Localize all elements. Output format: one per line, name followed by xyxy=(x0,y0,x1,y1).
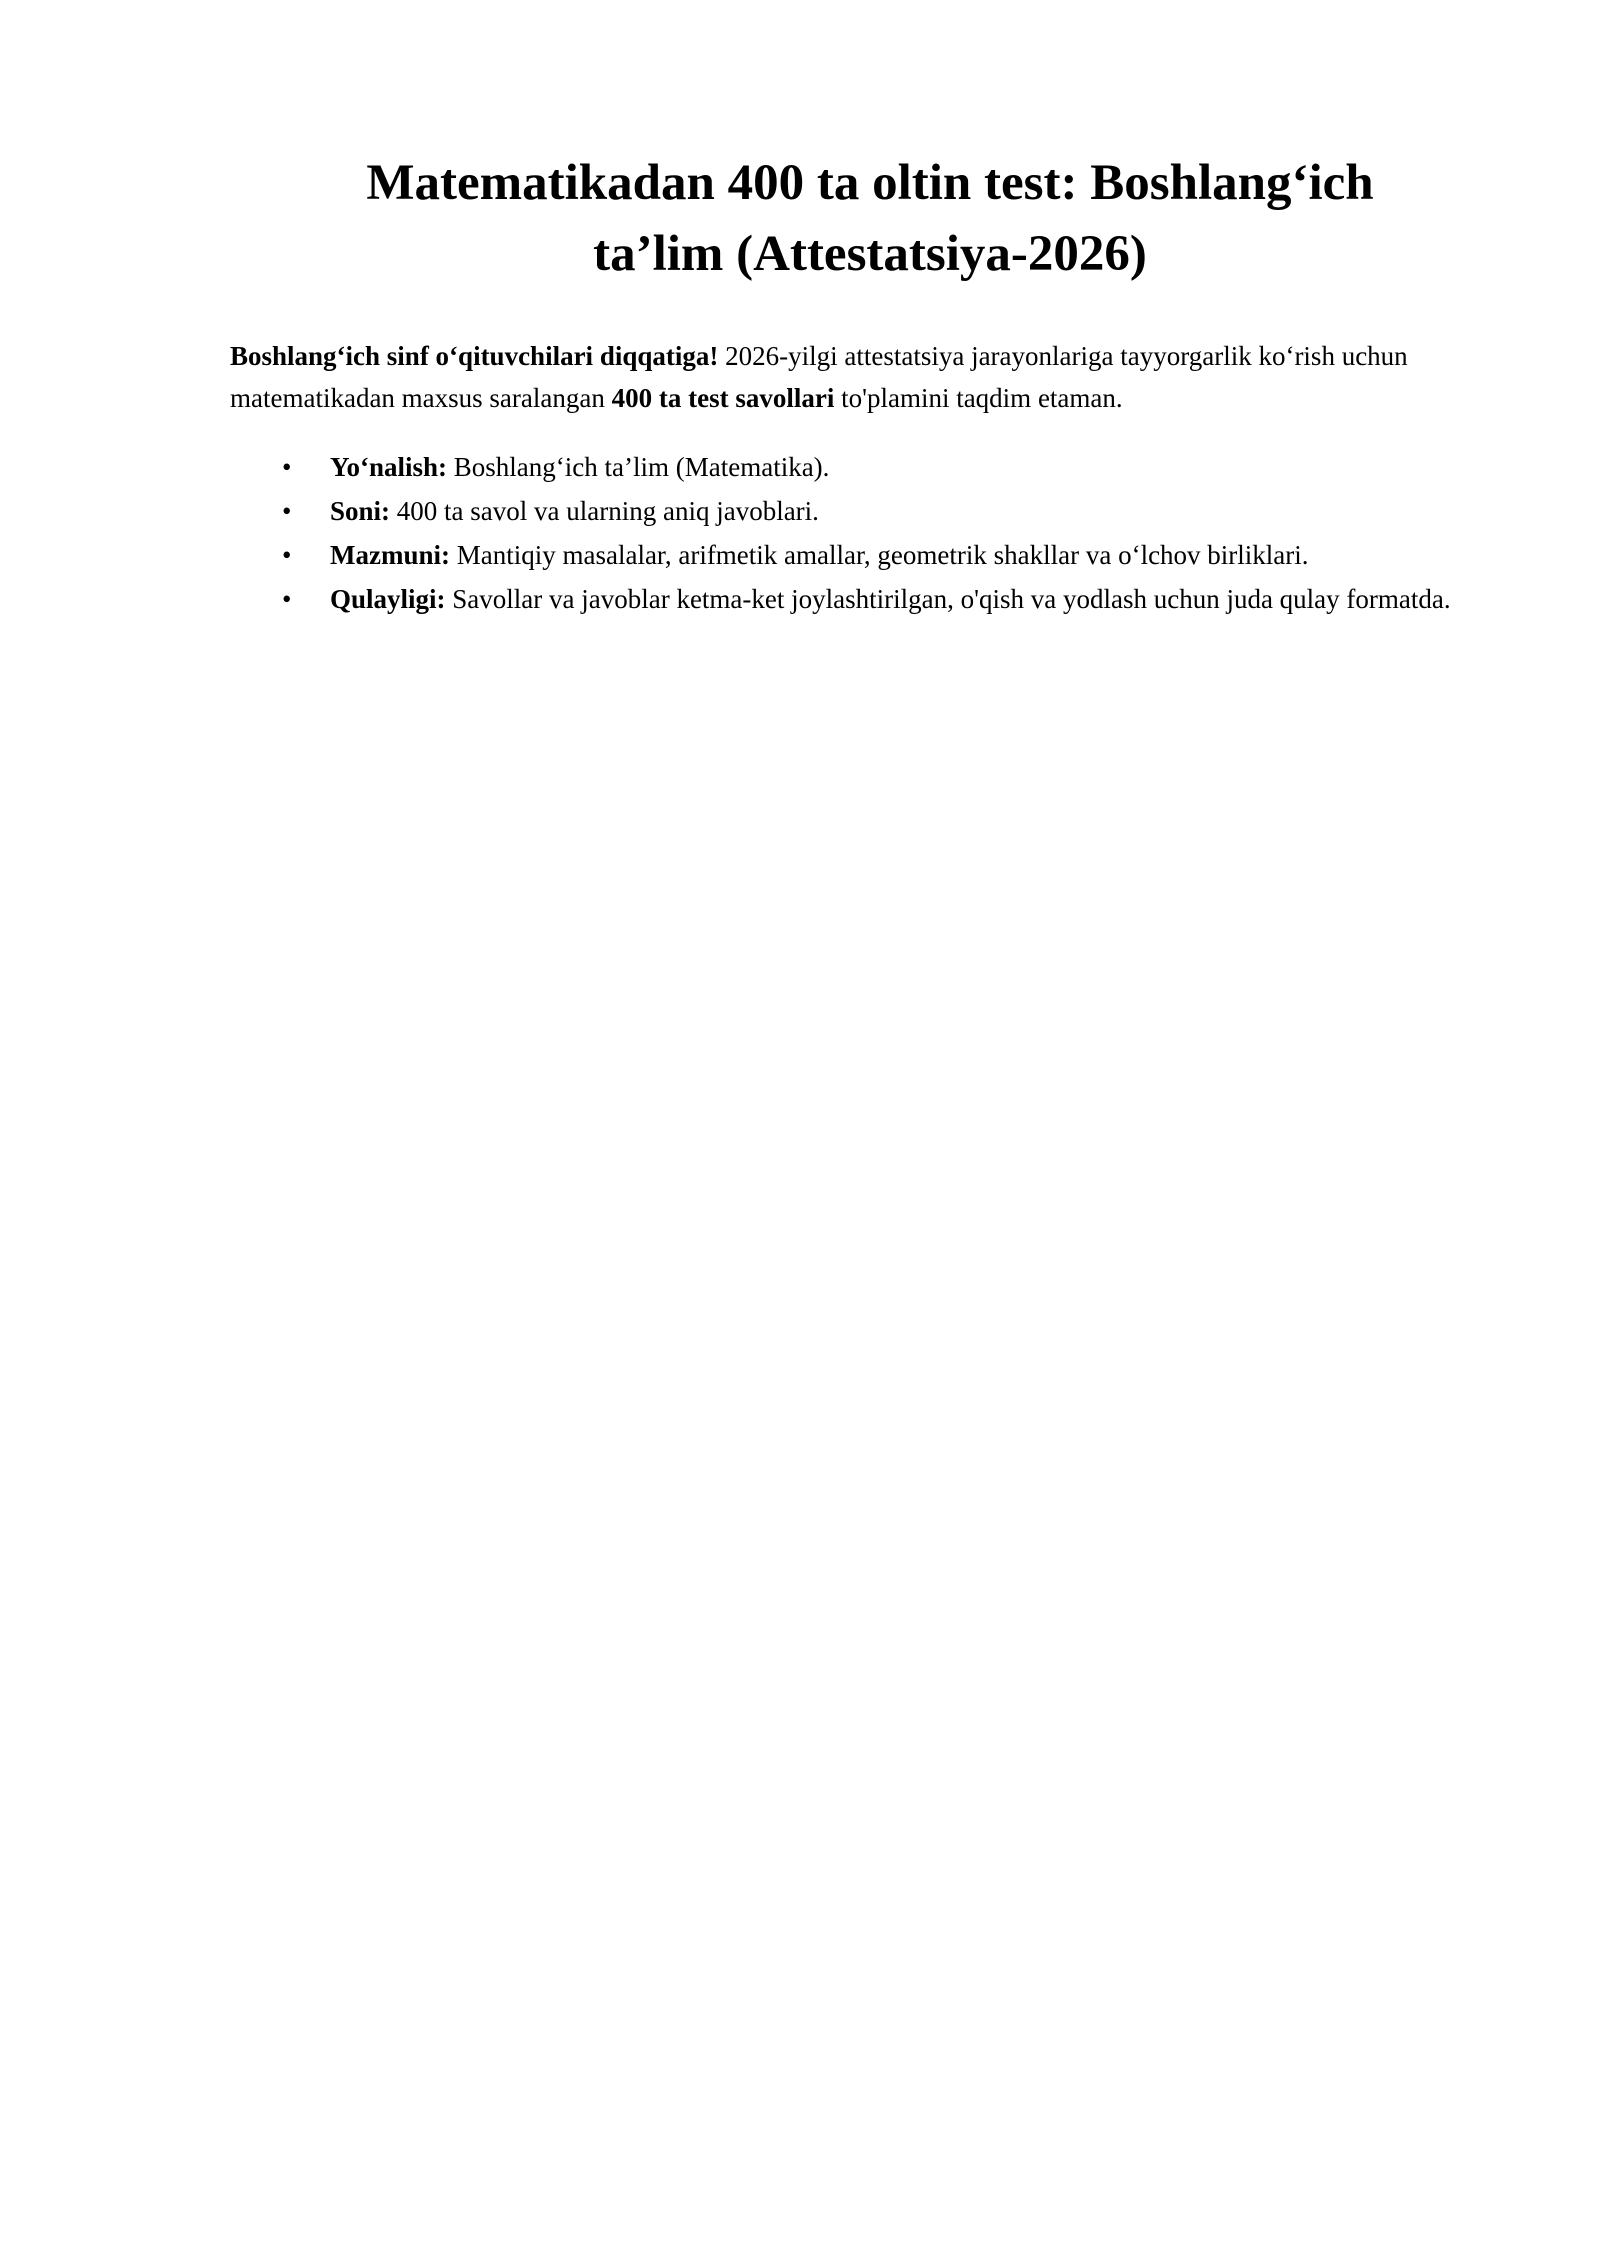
list-item-text: Savollar va javoblar ketma-ket joylashtirilgan, o'qish va yodlash uchun juda qulay formatda. xyxy=(445,583,1451,614)
document-title-line-2: ta’lim (Attestatsiya-2026) xyxy=(593,226,1147,283)
bullet-icon: • xyxy=(282,451,292,482)
list-item-label: Qulayligi: xyxy=(330,583,446,614)
list-item-label: Mazmuni: xyxy=(330,539,450,570)
feature-list xyxy=(230,445,1510,621)
intro-tail-text: to'plamini taqdim etaman. xyxy=(834,382,1123,413)
list-item-label: Yo‘nalish: xyxy=(330,451,448,482)
list-item xyxy=(282,445,1510,489)
intro-middle-text: 2026-yilgi attestatsiya jarayonlariga tayyorgarlik ko‘rish uchun matematikadan maxsus saralangan xyxy=(230,340,1408,413)
list-item-label: Soni: xyxy=(330,495,391,526)
intro-lead-bold: Boshlang‘ich sinf o‘qituvchilari diqqatiga! xyxy=(230,340,719,371)
document-title-line-1: Matematikadan 400 ta oltin test: Boshlang‘ich xyxy=(366,155,1374,211)
bullet-icon: • xyxy=(282,583,292,614)
list-item xyxy=(282,533,1510,577)
list-item-text: 400 ta savol va ularning aniq javoblari. xyxy=(390,495,819,526)
list-item-text: Mantiqiy masalalar, arifmetik amallar, geometrik shakllar va o‘lchov birliklari. xyxy=(449,539,1309,570)
bullet-icon: • xyxy=(282,495,292,526)
list-item xyxy=(282,577,1510,621)
intro-emphasis-bold: 400 ta test savollari xyxy=(611,382,835,413)
bullet-icon: • xyxy=(282,539,292,570)
document-title xyxy=(230,148,1510,291)
intro-paragraph xyxy=(230,335,1510,419)
document-content xyxy=(230,0,1510,621)
list-item-text: Boshlang‘ich ta’lim (Matematika). xyxy=(447,451,830,482)
list-item xyxy=(282,489,1510,533)
